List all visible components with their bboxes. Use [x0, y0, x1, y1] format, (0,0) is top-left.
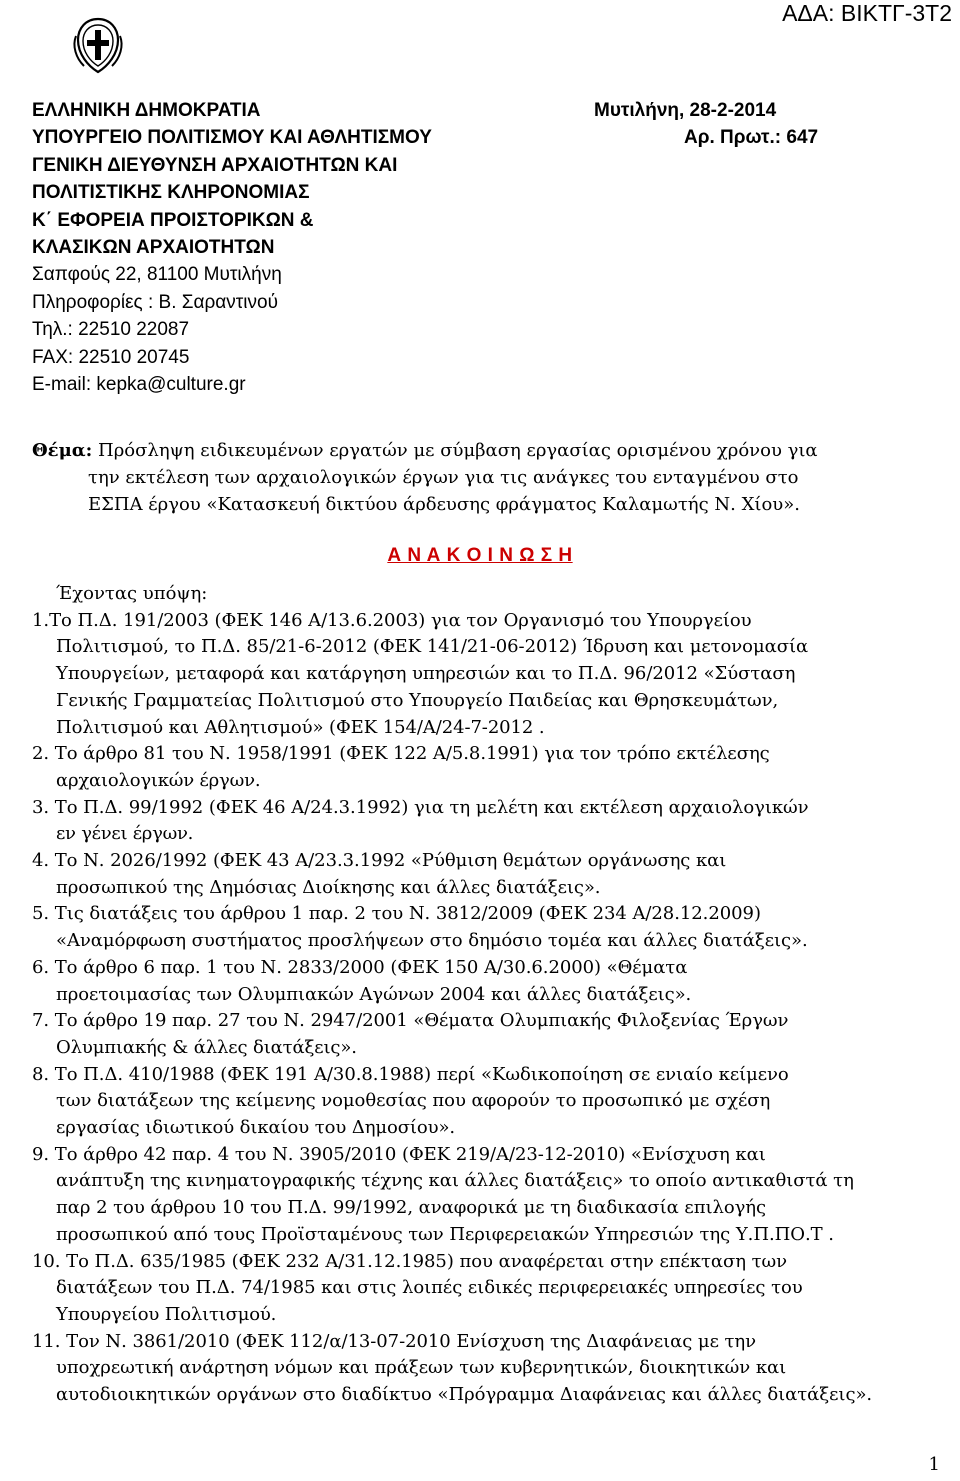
list-item — [32, 955, 948, 1008]
sender-header — [32, 97, 462, 398]
list-item-line: Πολιτισμού, το Π.Δ. 85/21-6-2012 (ΦΕΚ 141/21-06-2012) Ίδρυση και μετονομασία — [56, 636, 809, 658]
list-item — [32, 1008, 948, 1061]
considerations-intro: Έχοντας υπόψη: — [56, 583, 208, 604]
header-republic: ΕΛΛΗΝΙΚΗ ΔΗΜΟΚΡΑΤΙΑ — [32, 100, 261, 121]
list-item-line: Υπουργείων, μεταφορά και κατάργηση υπηρεσιών και το Π.Δ. 96/2012 «Σύσταση — [56, 663, 796, 685]
list-item-line: προσωπικού από τους Προϊσταμένους των Περιφερειακών Υπηρεσιών της Υ.Π.ΠΟ.Τ . — [56, 1223, 834, 1245]
header-phone: Τηλ.: 22510 22087 — [32, 319, 190, 341]
list-item-line: Πολιτισμού και Αθλητισμού» (ΦΕΚ 154/Α/24-7-2012 . — [56, 716, 545, 738]
header-email: E-mail: kepka@culture.gr — [32, 374, 246, 396]
list-item — [32, 1329, 948, 1409]
header-directorate: ΓΕΝΙΚΗ ΔΙΕΥΘΥΝΣΗ ΑΡΧΑΙΟΤΗΤΩΝ ΚΑΙ — [32, 154, 398, 176]
header-address: Σαπφούς 22, 81100 Μυτιλήνη — [32, 264, 282, 286]
subject-line-2: την εκτέλεση των αρχαιολογικών έργων για τις ανάγκες του ενταγμένου στο — [88, 467, 799, 488]
date-block — [594, 97, 818, 152]
list-item — [32, 608, 948, 742]
header-fax: FAX: 22510 20745 — [32, 346, 190, 368]
document-code: ΑΔΑ: ΒΙΚΤΓ-3Τ2 — [782, 0, 952, 26]
subject-block — [32, 437, 934, 518]
header-antiquities: ΚΛΑΣΙΚΩΝ ΑΡΧΑΙΟΤΗΤΩΝ — [32, 237, 275, 259]
list-item-line: 5. Τις διατάξεις του άρθρου 1 παρ. 2 του Ν. 3812/2009 (ΦΕΚ 234 Α/28.12.2009) — [32, 903, 761, 925]
list-item — [32, 795, 948, 848]
list-item-line: προετοιμασίας των Ολυμπιακών Αγώνων 2004 και άλλες διατάξεις». — [56, 983, 692, 1005]
list-item-line: ανάπτυξη της κινηματογραφικής τέχνης και άλλες διατάξεις» το οποίο αντικαθιστά τη — [56, 1170, 854, 1192]
header-heritage: ΠΟΛΙΤΙΣΤΙΚΗΣ ΚΛΗΡΟΝΟΜΙΑΣ — [32, 182, 310, 204]
list-item — [32, 848, 948, 901]
list-item-line: 7. Το άρθρο 19 παρ. 27 του Ν. 2947/2001 «Θέματα Ολυμπιακής Φιλοξενίας Έργων — [32, 1010, 789, 1032]
page-number: 1 — [928, 1454, 940, 1475]
list-item-line: εργασίας ιδιωτικού δικαίου του Δημοσίου». — [56, 1117, 456, 1139]
list-item-line: των διατάξεων της κείμενης νομοθεσίας που αφορούν το προσωπικό με σχέση — [56, 1090, 771, 1112]
list-item-line: 9. Το άρθρο 42 παρ. 4 του Ν. 3905/2010 (ΦΕΚ 219/Α/23-12-2010) «Ενίσχυση και — [32, 1143, 766, 1165]
announcement-title: Α Ν Α Κ Ο Ι Ν Ω Σ Η — [387, 545, 573, 566]
list-item-line: 8. Το Π.Δ. 410/1988 (ΦΕΚ 191 Α/30.8.1988) περί «Κωδικοποίηση σε ενιαίο κείμενο — [32, 1063, 789, 1085]
header-ephorate: Κ΄ ΕΦΟΡΕΙΑ ΠΡΟΙΣΤΟΡΙΚΩΝ & — [32, 209, 314, 231]
list-item-line: 6. Το άρθρο 6 παρ. 1 του Ν. 2833/2000 (ΦΕΚ 150 Α/30.6.2000) «Θέματα — [32, 956, 688, 978]
list-item-line: Υπουργείου Πολιτισμού. — [56, 1303, 277, 1325]
list-item-line: Ολυμπιακής & άλλες διατάξεις». — [56, 1036, 357, 1058]
greek-coat-of-arms-icon — [68, 16, 128, 76]
list-item — [32, 1142, 948, 1249]
list-item — [32, 1249, 948, 1329]
header-info: Πληροφορίες : Β. Σαραντινού — [32, 291, 278, 313]
list-item-line: «Αναμόρφωση συστήματος προσλήψεων στο δημόσιο τομέα και άλλες διατάξεις». — [56, 930, 808, 952]
header-ministry: ΥΠΟΥΡΓΕΙΟ ΠΟΛΙΤΙΣΜΟΥ ΚΑΙ ΑΘΛΗΤΙΣΜΟΥ — [32, 127, 432, 149]
list-item-line: 2. Το άρθρο 81 του Ν. 1958/1991 (ΦΕΚ 122 Α/5.8.1991) για τον τρόπο εκτέλεσης — [32, 743, 770, 765]
list-item-line: 10. Το Π.Δ. 635/1985 (ΦΕΚ 232 Α/31.12.1985) που αναφέρεται στην επέκταση των — [32, 1250, 788, 1272]
protocol-line: Αρ. Πρωτ.: 647 — [684, 127, 819, 149]
list-item-line: 4. Το Ν. 2026/1992 (ΦΕΚ 43 Α/23.3.1992 «Ρύθμιση θεμάτων οργάνωσης και — [32, 850, 727, 872]
list-item — [32, 901, 948, 954]
subject-label: Θέμα: — [32, 440, 93, 461]
list-item-line: παρ 2 του άρθρου 10 του Π.Δ. 99/1992, αναφορικά με τη διαδικασία επιλογής — [56, 1197, 767, 1219]
subject-line-1: Πρόσληψη ειδικευμένων εργατών με σύμβαση εργασίας ορισμένου χρόνου για — [98, 440, 818, 461]
list-item-line: εν γένει έργων. — [56, 823, 194, 845]
list-item-line: προσωπικού της Δημόσιας Διοίκησης και άλλες διατάξεις». — [56, 876, 601, 898]
list-item-line: Γενικής Γραμματείας Πολιτισμού στο Υπουργείο Παιδείας και Θρησκευμάτων, — [56, 689, 779, 711]
list-item-line: αυτοδιοικητικών οργάνων στο διαδίκτυο «Πρόγραμμα Διαφάνειας και άλλες διατάξεις». — [56, 1384, 873, 1406]
list-item-line: 11. Τον Ν. 3861/2010 (ΦΕΚ 112/α/13-07-2010 Ενίσχυση της Διαφάνειας με την — [32, 1330, 757, 1352]
considerations-list — [32, 581, 948, 1409]
list-item-line: αρχαιολογικών έργων. — [56, 769, 261, 791]
date-line: Μυτιλήνη, 28-2-2014 — [594, 100, 777, 121]
list-item-line: 1.Το Π.Δ. 191/2003 (ΦΕΚ 146 Α/13.6.2003) για τον Οργανισμό του Υπουργείου — [32, 609, 752, 631]
list-item — [32, 1062, 948, 1142]
list-item-line: διατάξεων του Π.Δ. 74/1985 και στις λοιπές ειδικές περιφερειακές υπηρεσίες του — [56, 1277, 803, 1299]
list-item-line: 3. Το Π.Δ. 99/1992 (ΦΕΚ 46 Α/24.3.1992) για τη μελέτη και εκτέλεση αρχαιολογικών — [32, 796, 809, 818]
subject-line-3: ΕΣΠΑ έργου «Κατασκευή δικτύου άρδευσης φράγματος Καλαμωτής Ν. Χίου». — [88, 494, 800, 515]
list-item — [32, 741, 948, 794]
list-item-line: υποχρεωτική ανάρτηση νόμων και πράξεων των κυβερνητικών, διοικητικών και — [56, 1357, 787, 1379]
items-container — [32, 608, 948, 1409]
